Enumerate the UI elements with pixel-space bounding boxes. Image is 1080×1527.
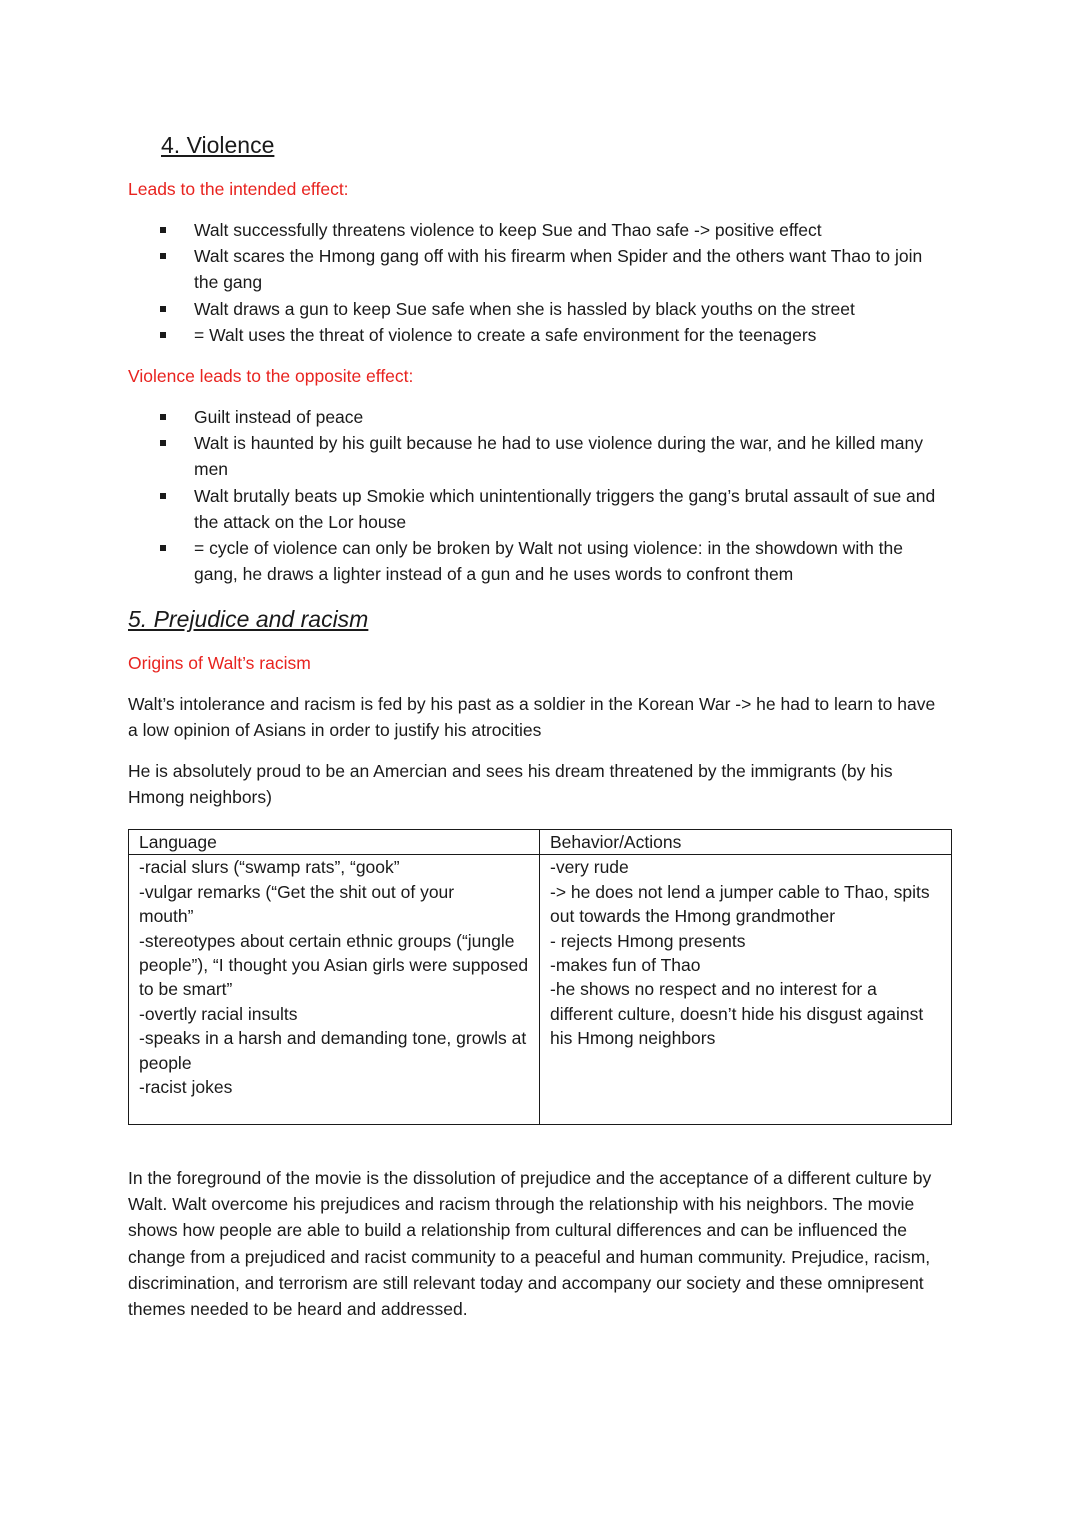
intended-effect-list: [160, 217, 960, 348]
opposite-effect-label: Violence leads to the opposite effect:: [128, 366, 414, 386]
bullet-icon: [160, 227, 166, 233]
table-cell-language: [129, 855, 540, 1125]
bullet-icon: [160, 253, 166, 259]
intended-effect-label: Leads to the intended effect:: [128, 179, 349, 199]
list-item: Walt brutally beats up Smokie which unintentionally triggers the gang’s brutal assault of sue and the attack on the Lor house: [160, 483, 960, 535]
table-line: -stereotypes about certain ethnic groups (“jungle people”), “I thought you Asian girls were supposed to be smart”: [139, 930, 529, 1000]
table-line: -racist jokes: [139, 1077, 233, 1098]
table-line: -vulgar remarks (“Get the shit out of your mouth”: [139, 881, 455, 927]
bullet-icon: [160, 414, 166, 420]
list-item: Walt scares the Hmong gang off with his firearm when Spider and the others want Thao to join the gang: [160, 243, 960, 295]
bullet-icon: [160, 545, 166, 551]
bullet-icon: [160, 493, 166, 499]
list-item: Guilt instead of peace: [160, 404, 960, 430]
table-line: -makes fun of Thao: [550, 955, 701, 976]
table-line: -> he does not lend a jumper cable to Thao, spits out towards the Hmong grandmother: [550, 881, 930, 927]
list-item: Walt is haunted by his guilt because he had to use violence during the war, and he killed many men: [160, 430, 960, 482]
list-item: Walt successfully threatens violence to keep Sue and Thao safe -> positive effect: [160, 217, 960, 243]
table-line: -very rude: [550, 857, 629, 878]
origins-paragraph: Walt’s intolerance and racism is fed by his past as a soldier in the Korean War -> he had to learn to have a low opinion of Asians in order to justify his atrocities: [128, 694, 936, 741]
table-line: -he shows no respect and no interest for a different culture, doesn’t hide his disgust against his Hmong neighbors: [550, 979, 924, 1049]
prejudice-heading: 5. Prejudice and racism: [128, 606, 369, 632]
bullet-icon: [160, 440, 166, 446]
language-behavior-table: [128, 829, 952, 1125]
bullet-icon: [160, 306, 166, 312]
table-line: -racial slurs (“swamp rats”, “gook”: [139, 857, 400, 878]
conclusion-paragraph: In the foreground of the movie is the dissolution of prejudice and the acceptance of a different culture by Walt. Walt overcome his prejudices and racism through the relationship with his neighbors. The movie shows how people are able to build a relationship from cultural differences and can be influenced the change from a prejudiced and racist community to a peaceful and human community. Prejudice, racism, discrimination, and terrorism are still relevant today and accompany our society and these omnipresent themes needed to be heard and addressed.: [128, 1168, 932, 1320]
list-item: = cycle of violence can only be broken by Walt not using violence: in the showdown with the gang, he draws a lighter instead of a gun and he uses words to confront them: [160, 535, 960, 587]
violence-heading: 4. Violence: [161, 132, 275, 158]
list-item: Walt draws a gun to keep Sue safe when she is hassled by black youths on the street: [160, 296, 960, 322]
pride-paragraph: He is absolutely proud to be an Amercian and sees his dream threatened by the immigrants (by his Hmong neighbors): [128, 761, 893, 808]
table-line: -speaks in a harsh and demanding tone, growls at people: [139, 1028, 527, 1073]
table-cell-behavior: [540, 855, 952, 1125]
table-header-behavior: Behavior/Actions: [540, 830, 952, 855]
table-line: - rejects Hmong presents: [550, 930, 746, 951]
list-item: = Walt uses the threat of violence to create a safe environment for the teenagers: [160, 322, 960, 348]
opposite-effect-list: [160, 404, 960, 587]
table-header-language: Language: [129, 830, 540, 855]
origins-label: Origins of Walt’s racism: [128, 653, 311, 673]
table-line: -overtly racial insults: [139, 1003, 298, 1024]
bullet-icon: [160, 332, 166, 338]
